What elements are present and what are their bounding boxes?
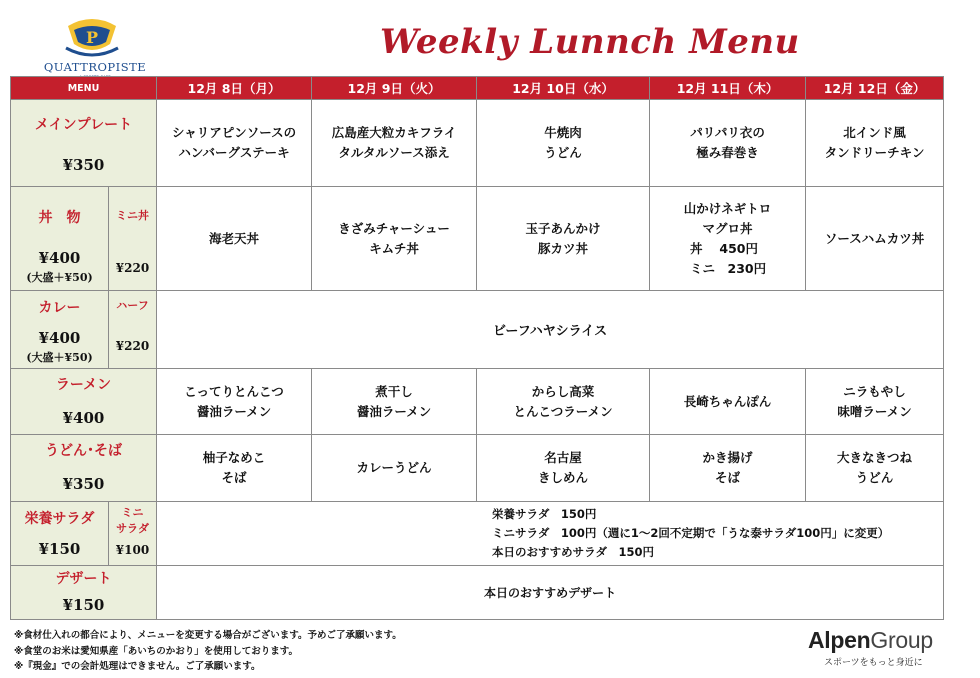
category-name: メインプレート bbox=[34, 117, 133, 133]
subcategory-name: ミニ丼 bbox=[116, 209, 149, 222]
category-price: ¥400 bbox=[38, 329, 81, 347]
subcategory-name: サラダ bbox=[116, 522, 149, 535]
dish-cell: パリパリ衣の 極み春巻き bbox=[650, 100, 806, 187]
footer-notes bbox=[14, 628, 402, 675]
category-name: デザート bbox=[55, 571, 112, 587]
category-price: ¥150 bbox=[62, 596, 105, 614]
dish-cell: 名古屋 きしめん bbox=[477, 435, 650, 502]
dish-cell: 長崎ちゃんぽん bbox=[650, 369, 806, 435]
dessert-dish: 本日のおすすめデザート bbox=[157, 566, 944, 620]
subcategory-mini-don bbox=[109, 187, 157, 291]
day-header-mon: 12月 8日（月） bbox=[157, 77, 312, 100]
dish-cell: からし高菜 とんこつラーメン bbox=[477, 369, 650, 435]
category-salad bbox=[11, 502, 109, 566]
category-udon-soba bbox=[11, 435, 157, 502]
row-curry bbox=[11, 291, 944, 369]
salad-line: 本日のおすすめサラダ 150円 bbox=[492, 545, 655, 559]
subcategory-name: ハーフ bbox=[116, 299, 149, 312]
category-dessert bbox=[11, 566, 157, 620]
footer-note: ※食材仕入れの都合により、メニューを変更する場合がございます。予めご了承願います。 bbox=[14, 630, 402, 641]
category-price: ¥350 bbox=[62, 475, 105, 493]
category-name: うどん･そば bbox=[45, 443, 122, 459]
day-header-thu: 12月 11日（木） bbox=[650, 77, 806, 100]
category-donburi bbox=[11, 187, 109, 291]
category-ramen bbox=[11, 369, 157, 435]
subcategory-half bbox=[109, 291, 157, 369]
header-row bbox=[11, 77, 944, 100]
row-dessert bbox=[11, 566, 944, 620]
dish-cell: かき揚げ そば bbox=[650, 435, 806, 502]
salad-line: ミニサラダ 100円（週に1～2回不定期で「うな泰サラダ100円」に変更） bbox=[492, 526, 890, 540]
logo-name: QUATTROPISTE bbox=[43, 60, 147, 74]
brand-name: AlpenGroup bbox=[808, 627, 933, 653]
footer-note: ※食堂のお米は愛知県産「あいちのかおり」を使用しております。 bbox=[14, 645, 298, 657]
row-main-plate bbox=[11, 100, 944, 187]
category-main-plate bbox=[11, 100, 157, 187]
dish-cell: こってりとんこつ 醤油ラーメン bbox=[157, 369, 312, 435]
dish-cell: ソースハムカツ丼 bbox=[806, 187, 944, 291]
category-name: カレー bbox=[38, 300, 81, 316]
dish-cell: 北インド風 タンドリーチキン bbox=[806, 100, 944, 187]
category-note: (大盛＋¥50) bbox=[26, 351, 93, 364]
page-title: Weekly Lunnch Menu bbox=[380, 22, 800, 62]
row-salad bbox=[11, 502, 944, 566]
salad-description bbox=[157, 502, 944, 566]
day-header-fri: 12月 12日（金） bbox=[806, 77, 944, 100]
subcategory-price: ¥220 bbox=[115, 261, 150, 275]
quattropiste-logo bbox=[30, 18, 160, 76]
dish-cell: きざみチャーシュー キムチ丼 bbox=[312, 187, 477, 291]
weekly-menu-table bbox=[10, 76, 944, 620]
category-price: ¥400 bbox=[62, 409, 105, 427]
category-name: ラーメン bbox=[55, 377, 112, 393]
day-header-wed: 12月 10日（水） bbox=[477, 77, 650, 100]
menu-header: MENU bbox=[11, 77, 157, 100]
subcategory-name: ミニ bbox=[121, 506, 144, 519]
brand-tagline: スポーツをもっと身近に bbox=[824, 658, 923, 668]
category-name: 丼 物 bbox=[38, 210, 81, 226]
category-name: 栄養サラダ bbox=[24, 511, 95, 527]
row-ramen bbox=[11, 369, 944, 435]
alpen-group-logo bbox=[808, 627, 948, 668]
dish-cell: 海老天丼 bbox=[157, 187, 312, 291]
curry-dish: ビーフハヤシライス bbox=[157, 291, 944, 369]
subcategory-price: ¥220 bbox=[115, 339, 150, 353]
dish-cell: シャリアピンソースの ハンバーグステーキ bbox=[157, 100, 312, 187]
dish-cell: 柚子なめこ そば bbox=[157, 435, 312, 502]
subcategory-mini-salad bbox=[109, 502, 157, 566]
category-curry bbox=[11, 291, 109, 369]
dish-cell: 牛焼肉 うどん bbox=[477, 100, 650, 187]
category-price: ¥150 bbox=[38, 540, 81, 558]
subcategory-price: ¥100 bbox=[115, 543, 150, 557]
dish-cell: 広島産大粒カキフライ タルタルソース添え bbox=[312, 100, 477, 187]
dish-cell: 大きなきつね うどん bbox=[806, 435, 944, 502]
svg-text:P: P bbox=[85, 28, 99, 47]
salad-line: 栄養サラダ 150円 bbox=[492, 507, 597, 521]
category-note: (大盛＋¥50) bbox=[26, 271, 93, 284]
dish-cell: 煮干し 醤油ラーメン bbox=[312, 369, 477, 435]
dish-cell: ニラもやし 味噌ラーメン bbox=[806, 369, 944, 435]
footer-note: ※『現金』での会計処理はできません。ご了承願います。 bbox=[14, 661, 261, 672]
row-donburi bbox=[11, 187, 944, 291]
day-header-tue: 12月 9日（火） bbox=[312, 77, 477, 100]
category-price: ¥350 bbox=[62, 156, 105, 174]
crest-icon bbox=[64, 18, 120, 58]
row-udon-soba bbox=[11, 435, 944, 502]
dish-cell: 山かけネギトロ マグロ丼 丼 450円 ミニ 230円 bbox=[650, 187, 806, 291]
dish-cell: 玉子あんかけ 豚カツ丼 bbox=[477, 187, 650, 291]
dish-cell: カレーうどん bbox=[312, 435, 477, 502]
category-price: ¥400 bbox=[38, 249, 81, 267]
